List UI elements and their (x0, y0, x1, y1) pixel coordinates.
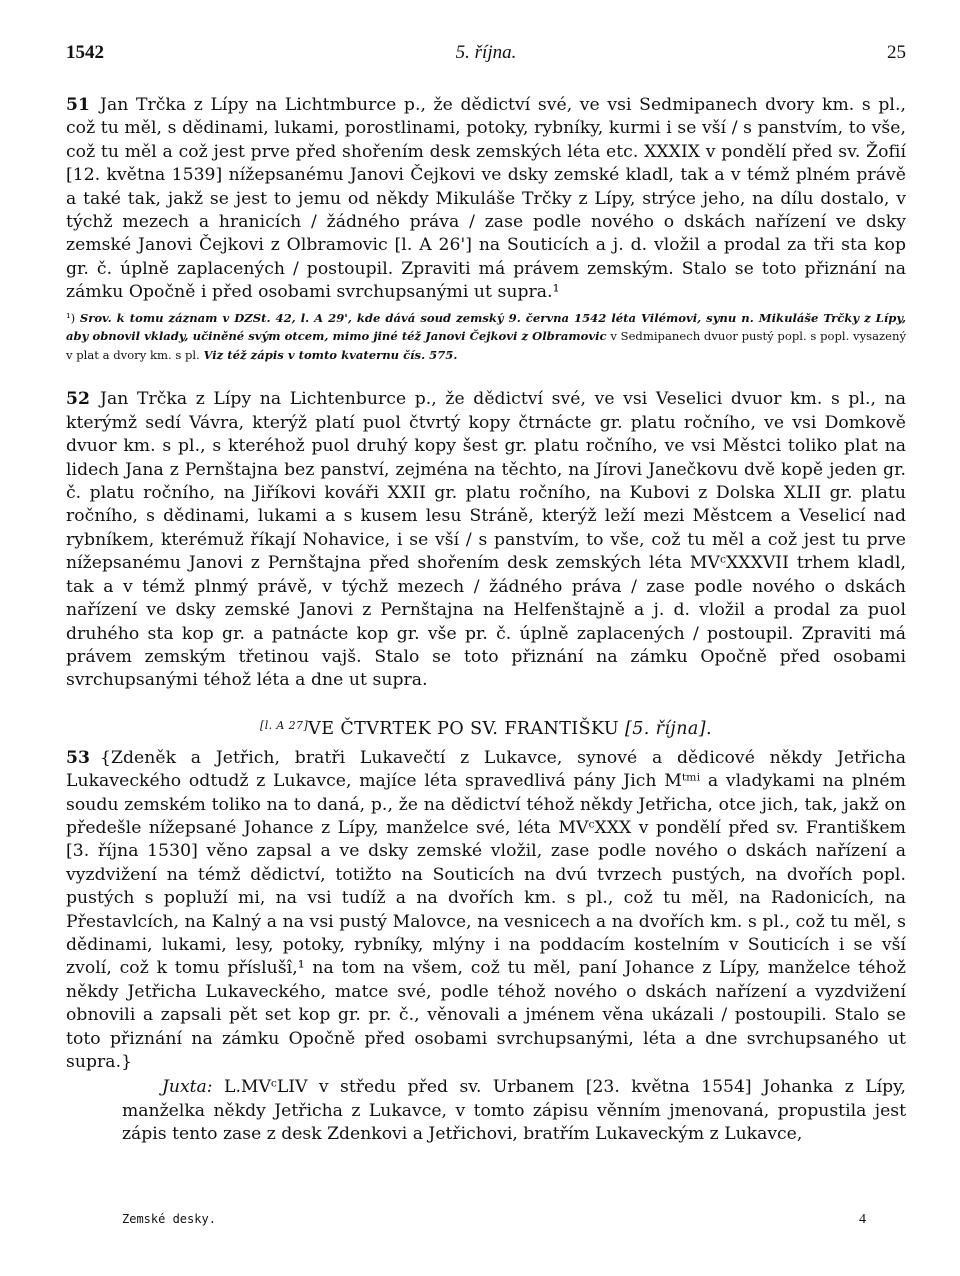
entry-text: Jan Trčka z Lípy na Lichtmburce p., že dědictví své, ve vsi Sedmipanech dvory km. s pl., což tu měl, s dědinami, lukami, porostlinami, potoky, rybníky, kurmi i se vší / s panstvím, to vše, což tu měl a což jest prve před shořením desk zemských léta etc. XXXIX v pondělí před sv. Žofií [12. května 1539] nížepsanému Janovi Čejkovi ve dsky zemské kladl, tak a v témž plném právě a také tak, jakž se jest to jemu od někdy Mikuláše Trčky z Lípy, strýce jeho, na dílu dostalo, v týchž mezech a hranicích / žádného práva / zase podle nového o dskách nařízení ve dsky zemské Janovi Čejkovi z Olbramovic [l. A 26'] na Souticích a j. d. vložil a prodal za tři sta kop gr. č. úplně zaplacených / postoupil. Zpraviti má právem zemským. Stalo se toto přiznání na zámku Opočně i před osobami svrchupsanými ut supra.¹ (66, 95, 906, 303)
footnote-marker: ¹) (66, 310, 76, 325)
footer-sheet-number: 4 (859, 1212, 866, 1227)
entry-52 (66, 388, 906, 692)
footnote-italic: Srov. k tomu záznam v DZSt. 42, l. A 29', kde dává soud zemský 9. června 1542 léta Vilémovi, synu n. Mikuláše Trčky z Lípy, aby obnovil vklady, učiněné svým otcem, mimo jiné též Janovi Čejkovi z Olbramovic (66, 310, 907, 344)
heading-text: VE ČTVRTEK PO SV. FRANTIŠKU (308, 718, 620, 739)
entry-text: Jan Trčka z Lípy na Lichtenburce p., že dědictví své, ve vsi Veselici dvuor km. s pl., na kterýmž sedí Vávra, kterýž platí puol čtvrtý kopy čtrnácte gr. platu ročního, ve vsi Domkově dvuor km. s pl., s kteréhož puol druhý kopy šest gr. platu ročního, ve vsi Městci toliko plat na lidech Jana z Pernštajna bez panství, zejména na těchto, na Jírovi Janečkovu dvě kopě jeden gr. č. platu ročního, na Jiříkovi kováři XXII gr. platu ročního, na Kubovi z Dolska XLII gr. platu ročního, s dědinami, lukami a s kusem lesu Stráně, kterýž leží mezi Městcem a Veselicí nad rybníkem, kterémuž říkají Nohavice, i se vší / s panstvím, to vše, což tu měl a což jest tu prve nížepsanému Janovi z Pernštajna před shořením desk zemských léta MVᶜXXXVII trhem kladl, tak a v témž plnmý právě, v týchž mezech / žádného práva / zase podle nového o dskách nařízení ve dsky zemské Janovi z Pernštajna na Helfenštajně a j. d. vložil a prodal za puol druhého sta kop gr. a patnácte kop gr. vše pr. č. úplně zaplacených / postoupil. Zpraviti má právem zemským třetinou vajš. Stalo se toto přiznání na zámku Opočně před osobami svrchupsanými téhož léta a dne ut supra. (66, 389, 906, 691)
entry-number: 53 (66, 747, 91, 768)
entry-number: 52 (66, 389, 91, 410)
page-footer (122, 1212, 866, 1226)
heading-date: [5. října]. (624, 718, 712, 739)
heading-folio: [l. A 27] (260, 718, 309, 732)
document-page (66, 38, 906, 1238)
header-year: 1542 (66, 42, 104, 63)
juxta-label: Juxta: (162, 1077, 213, 1098)
footnote (66, 309, 906, 365)
entry-53 (66, 747, 906, 1075)
entry-51 (66, 94, 906, 305)
entry-text: {Zdeněk a Jetřich, bratři Lukavečtí z Lukavce, synové a dědicové někdy Jetřicha Lukaveckého odtudž z Lukavce, majíce léta spravedlivá pány Jich Mᵗᵐⁱ a vladykami na plném soudu zemském toliko na to daná, p., že na dědictví téhož někdy Jetřicha, otce jich, tak, jakž on předešle nížepsané Johance z Lípy, manželce své, léta MVᶜXXX v pondělí před sv. Františkem [3. října 1530] věno zapsal a ve dsky zemské vložil, zase podle nového o dskách nařízení a vyzdvižení na témž dědictví, totižto na Souticích na dvú tvrzech pustých, na dvořích popl. pustých s popluží mi, na vsi tudíž a na dvořích km. s pl., což tu měl, na Radonicích, na Přestavlcích, na Kalný a na vsi pustý Malovce, na vesnicech a na dvořích km. s pl., což tu měl, s dědinami, lukami, lesy, potoky, rybníky, mlýny i na poddacím kostelním v Souticích i se vší zvolí, což k tomu příslušî,¹ na tom na všem, což tu měl, paní Johance z Lípy, manželce téhož někdy Jetřicha Lukaveckého, matce své, podle téhož nového o dskách nařízení a vyzdvižení obnovili a zapsali pět set kop gr. pr. č., věnovali a jménem věna ukázali / postoupili. Stalo se toto přiznání na zámku Opočně před osobami svrchupsanými, léta a dne svrchupsaného ut supra.} (66, 747, 906, 1072)
juxta-note (66, 1076, 906, 1146)
running-header (66, 38, 906, 68)
entry-number: 51 (66, 95, 91, 115)
section-heading (66, 719, 906, 739)
header-page-number: 25 (887, 42, 906, 63)
juxta-text: L.MVᶜLIV v středu před sv. Urbanem [23. května 1554] Johanka z Lípy, manželka někdy Jetřicha z Lukavce, v tomto zápisu věnním jmenovaná, propustila jest zápis tento zase z desk Zdenkovi a Jetřichovi, bratřím Lukaveckým z Lukavce, (122, 1077, 906, 1145)
footnote-italic-end: Viz též zápis v tomto kvaternu čís. 575. (203, 347, 458, 362)
header-date: 5. října. (455, 42, 517, 63)
footnote-plain: v Sedmipanech dvuor pustý popl. s popl. vysazený v plat a dvory km. s pl. (66, 329, 907, 362)
footer-signature: Zemské desky. (122, 1212, 216, 1226)
